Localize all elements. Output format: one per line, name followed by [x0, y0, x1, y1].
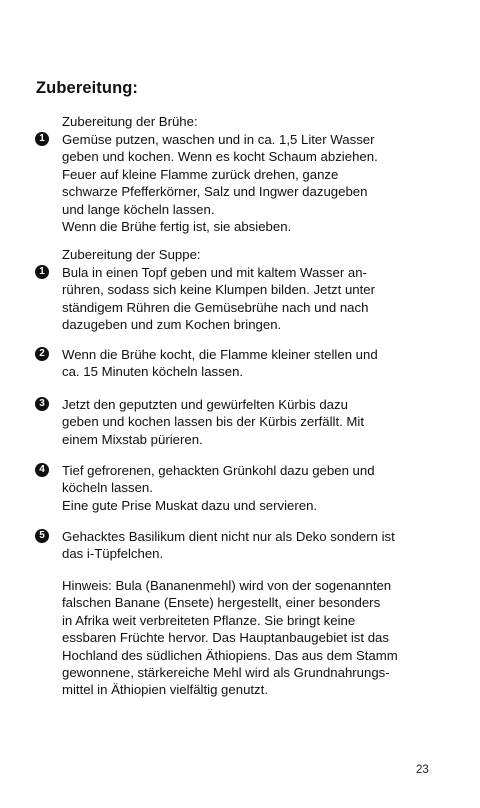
section-heading: Zubereitung:	[36, 79, 139, 97]
note-line: mittel in Äthiopien vielfältig genutzt.	[62, 682, 268, 698]
soup-intro-text: Zubereitung der Suppe:	[62, 247, 201, 262]
step-line: und lange köcheln lassen.	[62, 201, 215, 217]
step-number-badge: 1	[35, 265, 49, 279]
step-line: geben und kochen. Wenn es kocht Schaum abziehen.	[62, 149, 378, 165]
step-line: Bula in einen Topf geben und mit kaltem Wasser an-	[62, 265, 367, 280]
soup-intro	[62, 246, 442, 263]
step-line: einem Mixstab pürieren.	[62, 431, 203, 447]
step-line: geben und kochen lassen bis der Kürbis zerfällt. Mit	[62, 414, 365, 430]
step-line: Gemüse putzen, waschen und in ca. 1,5 Liter Wasser	[62, 132, 375, 147]
soup-step-2	[39, 346, 442, 381]
step-line: schwarze Pfefferkörner, Salz und Ingwer dazugeben	[62, 184, 368, 200]
step-line: Tief gefrorenen, gehackten Grünkohl dazu geben und	[62, 463, 375, 478]
step-number-badge: 1	[35, 132, 49, 146]
step-line: Feuer auf kleine Flamme zurück drehen, ganze	[62, 166, 339, 182]
broth-intro-text: Zubereitung der Brühe:	[62, 114, 198, 129]
note-line: Hinweis: Bula (Bananenmehl) wird von der sogenannten	[62, 578, 392, 593]
step-line: ständigem Rühren die Gemüsebrühe nach und nach	[62, 299, 369, 315]
soup-step-5	[39, 528, 442, 563]
step-line: rühren, sodass sich keine Klumpen bilden. Jetzt unter	[62, 282, 376, 298]
step-number-badge: 3	[35, 397, 49, 411]
note-line: essbaren Früchte hervor. Das Hauptanbaugebiet ist das	[62, 630, 389, 646]
step-line: köcheln lassen.	[62, 480, 153, 496]
step-number-badge: 2	[35, 347, 49, 361]
step-number-badge: 5	[35, 529, 49, 543]
step-line: Gehacktes Basilikum dient nicht nur als Deko sondern ist	[62, 529, 395, 544]
step-line: das i-Tüpfelchen.	[62, 546, 164, 562]
soup-step-4	[39, 462, 442, 514]
step-line: dazugeben und zum Kochen bringen.	[62, 317, 282, 333]
step-line: Jetzt den geputzten und gewürfelten Kürbis dazu	[62, 397, 348, 412]
note-line: in Afrika weit verbreiteten Pflanze. Sie bringt keine	[62, 612, 356, 628]
note-line: gewonnene, stärkereiche Mehl wird als Grundnahrungs-	[62, 665, 390, 681]
step-line: ca. 15 Minuten köcheln lassen.	[62, 364, 244, 380]
note-line: Hochland des südlichen Äthiopiens. Das aus dem Stamm	[62, 647, 398, 663]
note-paragraph	[62, 577, 442, 699]
broth-intro	[62, 113, 442, 130]
step-number-badge: 4	[35, 463, 49, 477]
step-line: Eine gute Prise Muskat dazu und servieren.	[62, 497, 318, 513]
step-line: Wenn die Brühe fertig ist, sie absieben.	[62, 219, 292, 235]
broth-step-1	[39, 131, 442, 235]
step-line: Wenn die Brühe kocht, die Flamme kleiner stellen und	[62, 347, 378, 362]
soup-step-3	[39, 396, 442, 448]
note-line: falschen Banane (Ensete) hergestellt, einer besonders	[62, 595, 381, 611]
soup-step-1	[39, 264, 442, 334]
page-number: 23	[416, 764, 429, 776]
